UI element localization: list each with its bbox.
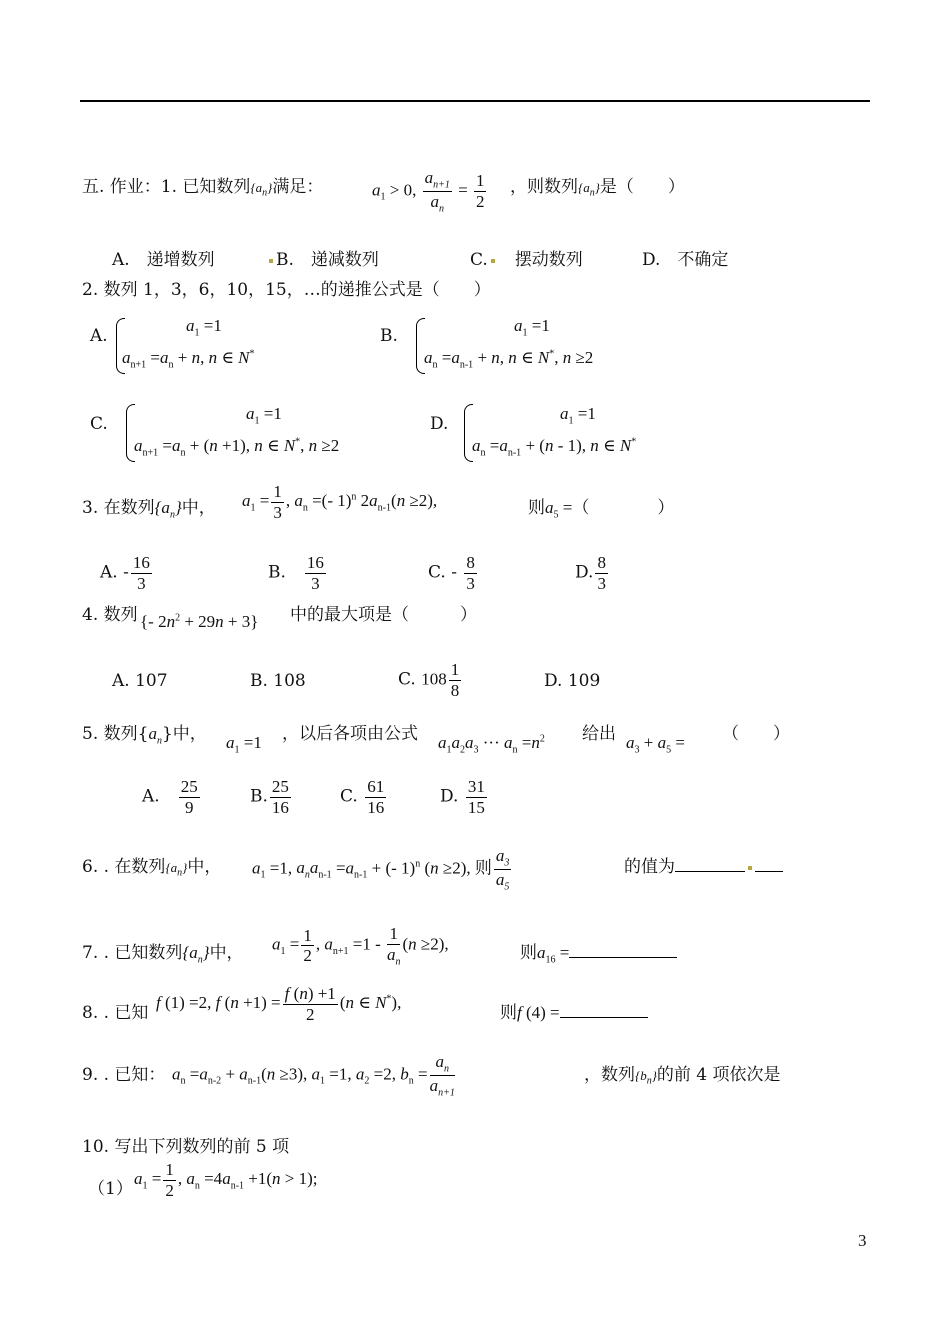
q1-mid: 满足： — [272, 177, 324, 197]
q8-formula: f (1) =2, f (n +1) = $\frac{f (n) +1}{2}$ (n ∈ N*), — [156, 984, 402, 1024]
q1-tail: ，则数列$\{a_n\}$是（ ） — [510, 177, 685, 199]
q4-option-a: A. 107 — [112, 671, 168, 691]
q10-label: 10. 写出下列数列的前 5 项 — [82, 1137, 290, 1157]
q3-formula: $a_1$ = $\frac{1}{3}$ , $a_n$ =(- 1)$^n$ $2a_{n-1}(n \ge 2)$, — [242, 482, 438, 522]
q9-tail: ，数列$\{b_n\}$的前 4 项依次是 — [584, 1065, 781, 1087]
q5-option-c: C. $\frac{61}{16}$ — [340, 777, 385, 817]
q10-sub1: （1） — [88, 1179, 133, 1199]
q2-c-line1: $a_1 =1$ — [246, 404, 282, 427]
q8-label: 8. . 已知 — [82, 1003, 149, 1023]
q5-end: （ ） — [722, 724, 790, 744]
q4-end: 中的最大项是（ ） — [290, 605, 477, 625]
q2-label-d: D. — [430, 414, 449, 434]
q1-option-c: C. 摆动数列 — [470, 250, 583, 270]
q3-option-c: C. - $\frac{8}{3}$ — [428, 553, 475, 593]
q4-option-b: B. 108 — [250, 671, 306, 691]
q3-tail: 则$a_5$ =（ ） — [528, 498, 675, 521]
q3-line: 3. 在数列$\{a_n\}$中， — [82, 498, 216, 521]
q1-label: 五. 作业：1. 已知数列 — [82, 177, 251, 197]
q5-target: $a_3 + a_5$ = — [626, 733, 685, 756]
q2-text: 2. 数列 1，3，6，10，15，…的递推公式是（ ） — [82, 280, 491, 300]
q1-formula: $a_1 > 0$, $\frac{a_{n+1}}{a_n}$ = $\frac{1}{2}$ — [372, 168, 485, 215]
q4-formula: {- $2n^2 + 29n + 3$} — [140, 612, 259, 631]
q3-option-b: B. $\frac{16}{3}$ — [268, 553, 324, 593]
q3-option-a: A. - $\frac{16}{3}$ — [100, 553, 150, 593]
q1-option-a: A. 递增数列 — [112, 250, 215, 270]
q5-give: 给出 — [582, 724, 616, 744]
q1-line: 五. 作业：1. 已知数列$\{a_n\}$满足： — [82, 177, 324, 199]
q4-label: 4. 数列 — [82, 605, 138, 625]
q9-formula: $a_n =a_{n-2} + a_{n-1}(n \ge 3)$, $a_1 =1$, $a_2 =2$, $b_n$ = $\frac{a_n}{a_{n+1}}$ — [172, 1052, 455, 1099]
q6-tail: 的值为 — [624, 852, 783, 877]
page-number: 3 — [858, 1231, 867, 1250]
q2-a-line1: $a_1 =1$ — [186, 316, 222, 339]
q2-a-line2: $a_{n+1} =a_n + n$, n ∈ N* — [122, 348, 255, 371]
q1-option-d: D. 不确定 — [642, 250, 729, 270]
q5-option-b: B. $\frac{25}{16}$ — [250, 777, 289, 817]
header-rule — [80, 100, 870, 102]
q5-option-d: D. $\frac{31}{15}$ — [440, 777, 485, 817]
q3-option-d: D. $\frac{8}{3}$ — [575, 553, 606, 593]
q2-label-c: C. — [90, 414, 108, 434]
q8-tail: 则f (4) = — [500, 998, 648, 1023]
q2-c-line2: $a_{n+1} =a_n + (n +1)$, n ∈ N*, n ≥2 — [134, 436, 340, 459]
q7-formula: $a_1$ = $\frac{1}{2}$ , $a_{n+1} =1$ - $\frac{1}{a_n}$ (n ≥2), — [272, 924, 449, 967]
q4-option-d: D. 109 — [544, 671, 601, 691]
q9-label: 9. . 已知： — [82, 1065, 166, 1085]
q2-label-a: A. — [90, 326, 108, 346]
q5-tail: ，以后各项由公式 — [282, 724, 418, 744]
q7-tail: 则$a_{16}$ = — [520, 938, 677, 965]
q7-line: 7. . 已知数列$\{a_n\}$中， — [82, 943, 244, 966]
q1-option-b: B. 递减数列 — [266, 245, 379, 270]
q5-line: 5. 数列$\{a_n\}$中， — [82, 724, 207, 747]
q6-formula: $a_1 =1$, $a_na_{n-1} =a_{n-1}$ + (- 1)$^n$ (n ≥2), 则 $\frac{a_3}{a_5}$ — [252, 846, 510, 893]
q5-option-a: A. $\frac{25}{9}$ — [142, 777, 198, 817]
q2-label-b: B. — [380, 326, 398, 346]
q10-formula: $a_1$ = $\frac{1}{2}$ , $a_n =4a_{n-1} +1(n > 1)$; — [134, 1160, 318, 1200]
q5-formula: $a_1a_2a_3$ ··· $a_n =n^2$ — [438, 733, 545, 756]
q6-line: 6. . 在数列$\{a_n\}$中， — [82, 857, 222, 879]
q5-a1: $a_1 =1$ — [226, 733, 262, 756]
q2-d-line2: $a_n =a_{n-1} + (n - 1)$, n ∈ N* — [472, 436, 637, 459]
q2-b-line1: $a_1 =1$ — [514, 316, 550, 339]
q4-option-c: C. 108 $\frac{1}{8}$ — [398, 660, 460, 700]
q2-d-line1: $a_1 =1$ — [560, 404, 596, 427]
q2-b-line2: $a_n =a_{n-1} + n$, n ∈ N*, n ≥2 — [424, 348, 594, 371]
